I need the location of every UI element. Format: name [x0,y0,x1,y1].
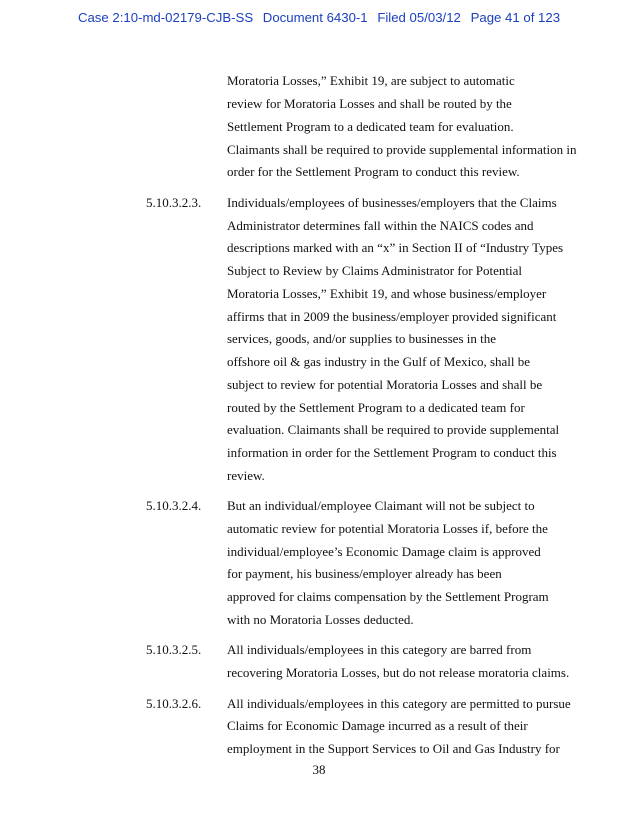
section-line: descriptions marked with an “x” in Section II of “Industry Types [227,240,564,255]
section-line: with no Moratoria Losses deducted. [227,612,414,627]
continuation-line: Moratoria Losses,” Exhibit 19, are subject to automatic [227,73,515,88]
continuation-line: Settlement Program to a dedicated team for evaluation. [227,119,514,134]
section-line: Claims for Economic Damage incurred as a result of their [227,718,528,733]
section-line: employment in the Support Services to Oil and Gas Industry for [227,741,560,756]
document-number: Document 6430-1 [262,10,368,25]
section-line: information in order for the Settlement Program to conduct this [227,445,557,460]
section-number: 5.10.3.2.3. [146,195,202,210]
section-line: services, goods, and/or supplies to businesses in the [227,331,496,346]
section-line: evaluation. Claimants shall be required to provide supplemental [227,422,560,437]
section-line: approved for claims compensation by the Settlement Program [227,589,549,604]
page-number: 38 [312,762,326,777]
section-number: 5.10.3.2.4. [146,498,202,513]
section-line: All individuals/employees in this category are permitted to pursue [227,696,571,711]
section-line: automatic review for potential Moratoria Losses if, before the [227,521,548,536]
page-indicator: Page 41 of 123 [470,10,561,25]
continuation-line: Claimants shall be required to provide supplemental information in [227,142,577,157]
filed-date: Filed 05/03/12 [377,10,461,25]
section-line: review. [227,468,265,483]
section-line: But an individual/employee Claimant will not be subject to [227,498,535,513]
section-line: subject to review for potential Moratoria Losses and shall be [227,377,543,392]
section-line: offshore oil & gas industry in the Gulf of Mexico, shall be [227,354,531,369]
section-line: recovering Moratoria Losses, but do not release moratoria claims. [227,665,570,680]
continuation-line: review for Moratoria Losses and shall be routed by the [227,96,512,111]
section-line: affirms that in 2009 the business/employer provided significant [227,309,557,324]
section-line: Individuals/employees of businesses/employers that the Claims [227,195,557,210]
section-number: 5.10.3.2.6. [146,696,202,711]
section-line: individual/employee’s Economic Damage claim is approved [227,544,541,559]
section-line: All individuals/employees in this category are barred from [227,642,532,657]
section-line: Subject to Review by Claims Administrator for Potential [227,263,522,278]
section-line: for payment, his business/employer already has been [227,566,502,581]
section-line: Administrator determines fall within the NAICS codes and [227,218,534,233]
section-line: routed by the Settlement Program to a dedicated team for [227,400,525,415]
case-number: Case 2:10-md-02179-CJB-SS [77,10,254,25]
continuation-line: order for the Settlement Program to conduct this review. [227,164,520,179]
section-line: Moratoria Losses,” Exhibit 19, and whose business/employer [227,286,547,301]
section-number: 5.10.3.2.5. [146,642,202,657]
